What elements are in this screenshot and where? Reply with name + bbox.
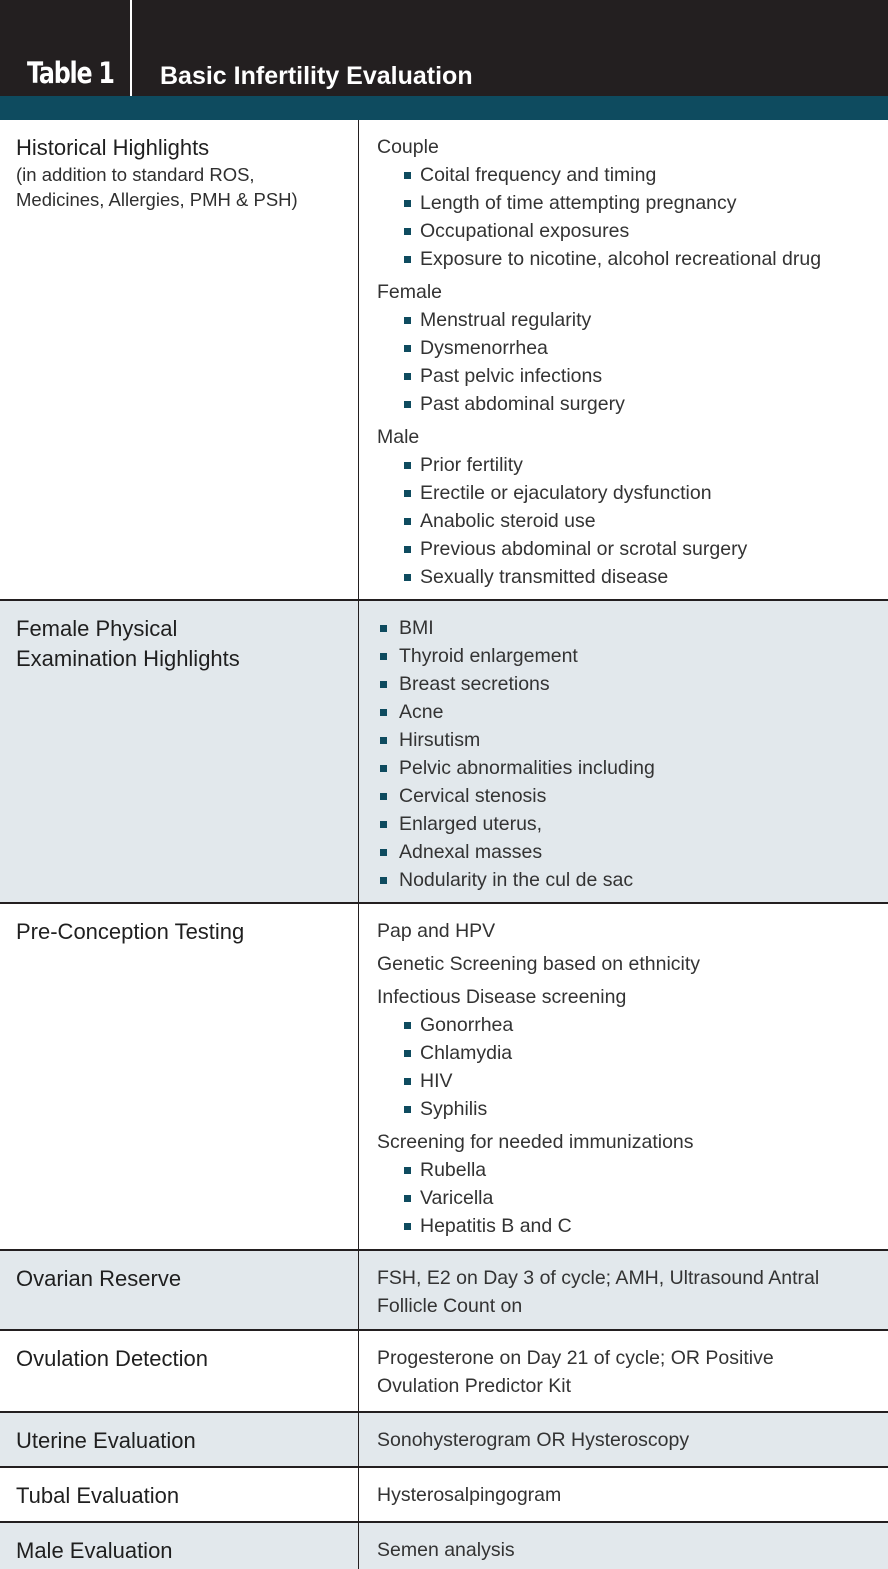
list-item: Thyroid enlargement — [377, 642, 882, 670]
ovulation-line-2: Ovulation Predictor Kit — [377, 1375, 572, 1397]
ovarian-line-2: Follicle Count on — [377, 1295, 523, 1317]
list-item: BMI — [377, 614, 882, 642]
square-bullet-icon — [380, 765, 387, 772]
list-item: Hirsutism — [377, 726, 882, 754]
list-item: Nodularity in the cul de sac — [377, 866, 882, 894]
row-heading — [0, 1468, 359, 1521]
list-item: Past abdominal surgery — [377, 390, 882, 418]
list-item: Pelvic abnormalities including — [377, 754, 882, 782]
table-row-uterine — [0, 1413, 888, 1468]
square-bullet-icon — [380, 709, 387, 716]
list-item: Dysmenorrhea — [377, 334, 882, 362]
table-row-preconception — [0, 904, 888, 1251]
square-bullet-icon — [404, 1167, 411, 1174]
group-label-male: Male — [377, 426, 420, 448]
table-row-ovarian — [0, 1251, 888, 1331]
list-item: Sexually transmitted disease — [377, 563, 882, 591]
square-bullet-icon — [380, 849, 387, 856]
list-item: Past pelvic infections — [377, 362, 882, 390]
row-content — [359, 1468, 888, 1521]
genetic-text: Genetic Screening based on ethnicity — [377, 953, 701, 975]
immunizations-list — [377, 1156, 882, 1240]
group-label-infectious: Infectious Disease screening — [377, 986, 627, 1008]
square-bullet-icon — [404, 1106, 411, 1113]
square-bullet-icon — [404, 345, 411, 352]
square-bullet-icon — [404, 200, 411, 207]
list-item: Exposure to nicotine, alcohol recreational drug — [377, 245, 882, 273]
male-eval-value: Semen analysis — [377, 1539, 515, 1561]
list-item: Prior fertility — [377, 451, 882, 479]
female-exam-list — [377, 614, 882, 894]
square-bullet-icon — [380, 793, 387, 800]
square-bullet-icon — [380, 821, 387, 828]
square-bullet-icon — [404, 172, 411, 179]
ovarian-title: Ovarian Reserve — [16, 1266, 182, 1291]
row-content — [359, 601, 888, 902]
list-item: Rubella — [377, 1156, 882, 1184]
square-bullet-icon — [404, 490, 411, 497]
list-item: Breast secretions — [377, 670, 882, 698]
list-item: Syphilis — [377, 1095, 882, 1123]
square-bullet-icon — [404, 373, 411, 380]
square-bullet-icon — [404, 1223, 411, 1230]
square-bullet-icon — [380, 737, 387, 744]
list-item: Menstrual regularity — [377, 306, 882, 334]
table-row-female-exam — [0, 601, 888, 904]
tubal-value: Hysterosalpingogram — [377, 1484, 562, 1506]
preconception-title: Pre-Conception Testing — [16, 919, 245, 944]
ovarian-line-1: FSH, E2 on Day 3 of cycle; AMH, Ultrasound Antral — [377, 1267, 820, 1289]
list-item: Erectile or ejaculatory dysfunction — [377, 479, 882, 507]
row-content — [359, 904, 888, 1249]
list-item: Hepatitis B and C — [377, 1212, 882, 1240]
table-header — [0, 0, 888, 96]
table-row-ovulation — [0, 1331, 888, 1413]
list-item: Coital frequency and timing — [377, 161, 882, 189]
row-content — [359, 1251, 888, 1329]
row-content — [359, 1413, 888, 1466]
evaluation-table — [0, 120, 888, 1569]
list-item: Length of time attempting pregnancy — [377, 189, 882, 217]
pap-text: Pap and HPV — [377, 920, 496, 942]
list-item: Gonorrhea — [377, 1011, 882, 1039]
square-bullet-icon — [380, 877, 387, 884]
row-heading — [0, 1331, 359, 1411]
male-list — [377, 451, 882, 591]
square-bullet-icon — [404, 574, 411, 581]
list-item: Adnexal masses — [377, 838, 882, 866]
square-bullet-icon — [404, 401, 411, 408]
historical-title: Historical Highlights — [16, 135, 210, 160]
couple-list — [377, 161, 882, 273]
list-item: Chlamydia — [377, 1039, 882, 1067]
list-item: Previous abdominal or scrotal surgery — [377, 535, 882, 563]
uterine-value: Sonohysterogram OR Hysteroscopy — [377, 1429, 690, 1451]
female-exam-title-2: Examination Highlights — [16, 646, 240, 671]
table-row-tubal — [0, 1468, 888, 1523]
uterine-title: Uterine Evaluation — [16, 1428, 196, 1453]
female-exam-title-1: Female Physical — [16, 616, 178, 641]
square-bullet-icon — [404, 1050, 411, 1057]
tubal-title: Tubal Evaluation — [16, 1483, 180, 1508]
square-bullet-icon — [404, 317, 411, 324]
list-item: Occupational exposures — [377, 217, 882, 245]
square-bullet-icon — [404, 1195, 411, 1202]
row-content — [359, 120, 888, 599]
square-bullet-icon — [404, 462, 411, 469]
list-item: Cervical stenosis — [377, 782, 882, 810]
square-bullet-icon — [404, 228, 411, 235]
historical-subtitle-1: (in addition to standard ROS, — [16, 164, 255, 185]
square-bullet-icon — [380, 625, 387, 632]
table-label: Table 1 — [27, 56, 114, 90]
row-content — [359, 1331, 888, 1411]
square-bullet-icon — [380, 653, 387, 660]
list-item: Acne — [377, 698, 882, 726]
female-list — [377, 306, 882, 418]
row-heading — [0, 1413, 359, 1466]
square-bullet-icon — [404, 1078, 411, 1085]
accent-bar — [0, 96, 888, 120]
square-bullet-icon — [380, 681, 387, 688]
row-heading — [0, 601, 359, 902]
square-bullet-icon — [404, 256, 411, 263]
list-item: Enlarged uterus, — [377, 810, 882, 838]
group-label-immunizations: Screening for needed immunizations — [377, 1131, 694, 1153]
list-item: Varicella — [377, 1184, 882, 1212]
list-item: HIV — [377, 1067, 882, 1095]
infectious-list — [377, 1011, 882, 1123]
row-heading — [0, 1251, 359, 1329]
ovulation-line-1: Progesterone on Day 21 of cycle; OR Positive — [377, 1347, 774, 1369]
table-title: Basic Infertility Evaluation — [160, 62, 473, 90]
table-row-historical — [0, 120, 888, 601]
group-label-couple: Couple — [377, 136, 439, 158]
table-row-male-eval — [0, 1523, 888, 1569]
header-divider — [130, 0, 132, 96]
square-bullet-icon — [404, 546, 411, 553]
square-bullet-icon — [404, 518, 411, 525]
row-heading — [0, 120, 359, 599]
square-bullet-icon — [404, 1022, 411, 1029]
row-content — [359, 1523, 888, 1569]
ovulation-title: Ovulation Detection — [16, 1346, 208, 1371]
row-heading — [0, 904, 359, 1249]
row-heading — [0, 1523, 359, 1569]
historical-subtitle-2: Medicines, Allergies, PMH & PSH) — [16, 189, 298, 210]
list-item: Anabolic steroid use — [377, 507, 882, 535]
group-label-female: Female — [377, 281, 443, 303]
male-eval-title: Male Evaluation — [16, 1538, 173, 1563]
